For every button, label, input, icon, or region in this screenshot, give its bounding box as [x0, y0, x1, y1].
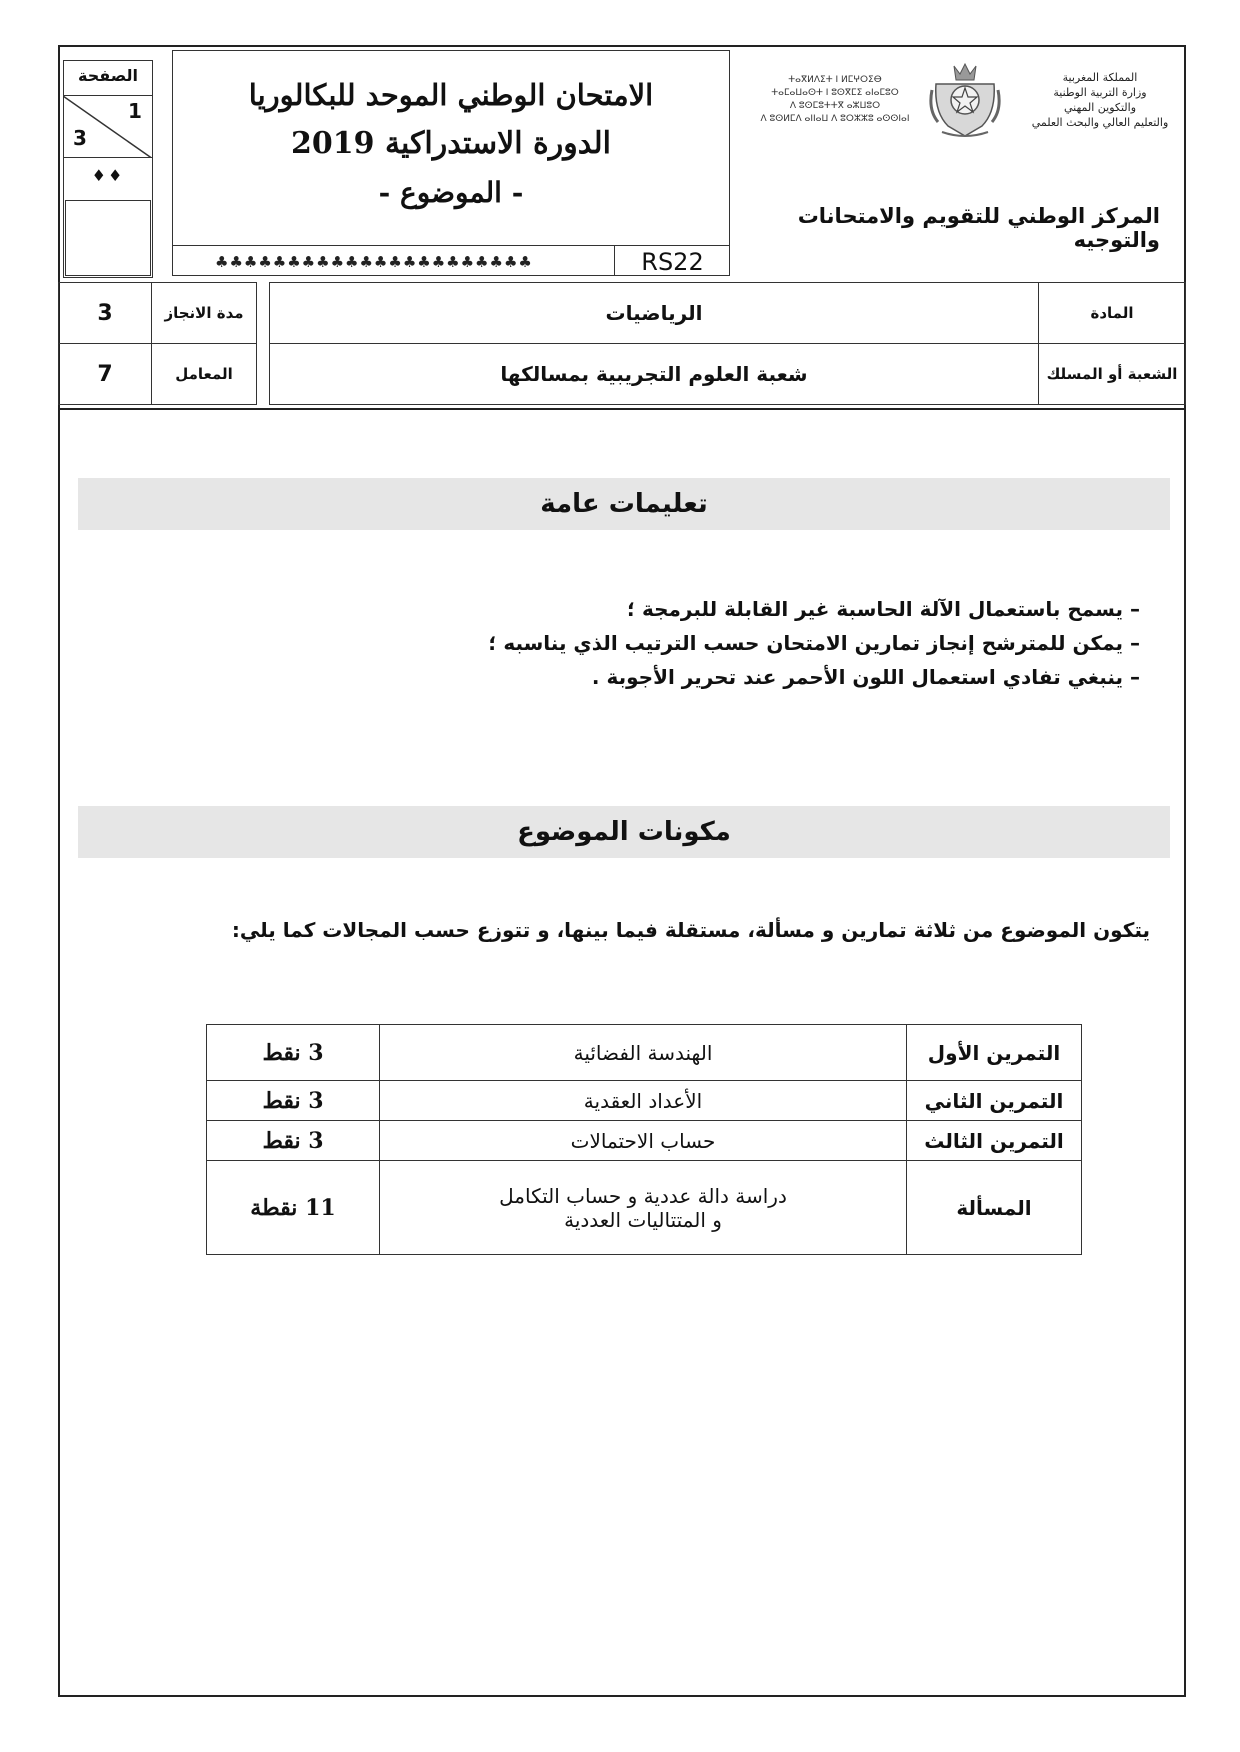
instruction-item: – يسمح باستعمال الآلة الحاسبة غير القابلة للبرمجة ؛ — [627, 597, 1140, 621]
exam-subject-heading: - الموضوع - — [378, 176, 524, 209]
tifinagh-line: ⴷ ⵓⵙⵎⵓⵜⵜⴳ ⴰⵣⵡⵓⵔ — [789, 101, 881, 111]
components-title: مكونات الموضوع — [78, 806, 1170, 858]
table-row — [207, 1161, 1082, 1255]
exercise-name: التمرين الثالث — [907, 1121, 1082, 1161]
ministry-line: وزارة التربية الوطنية — [1053, 86, 1147, 99]
topic-line: دراسة دالة عددية و حساب التكامل — [499, 1183, 787, 1208]
blank-box — [65, 200, 151, 276]
page-label: الصفحة — [77, 66, 138, 85]
coef-label: المعامل — [152, 344, 257, 405]
page-total: 3 — [73, 126, 87, 150]
diamond-mark: ♦♦ — [91, 166, 125, 185]
tifinagh-line: ⵜⴰⵎⴰⵡⴰⵙⵜ ⵏ ⵓⵙⴳⵎⵉ ⴰⵏⴰⵎⵓⵔ — [771, 88, 899, 98]
ministry-arabic — [1030, 70, 1170, 130]
exercise-name: التمرين الثاني — [907, 1081, 1082, 1121]
exercise-points: 3 نقط — [207, 1081, 380, 1121]
topic-line: و المتتاليات العددية — [564, 1207, 722, 1232]
exercise-topic: حساب الاحتمالات — [380, 1121, 907, 1161]
exam-session: الدورة الاستدراكية 2019 — [291, 126, 611, 161]
tifinagh-line: ⵜⴰⴳⵍⴷⵉⵜ ⵏ ⵍⵎⵖⵔⵉⴱ — [788, 75, 882, 85]
branch-value: شعبة العلوم التجريبية بمسالكها — [270, 344, 1039, 405]
ministry-tifinagh — [760, 74, 910, 126]
exercise-name: التمرين الأول — [907, 1025, 1082, 1081]
instruction-item: – ينبغي تفادي استعمال اللون الأحمر عند تحرير الأجوبة . — [591, 665, 1140, 689]
exercise-points: 11 نقطة — [207, 1161, 380, 1255]
ministry-line: والتكوين المهني — [1063, 101, 1137, 114]
ministry-line: المملكة المغربية — [1062, 71, 1138, 84]
info-table — [58, 282, 1186, 405]
ministry-line: والتعليم العالي والبحث العلمي — [1031, 116, 1169, 129]
duration-value: 3 — [59, 283, 152, 344]
general-instructions-title: تعليمات عامة — [78, 478, 1170, 530]
exercise-topic: الهندسة الفضائية — [380, 1025, 907, 1081]
tifinagh-line: ⴷ ⵓⵙⵍⵎⴷ ⴰⵏⵏⴰⵡ ⴷ ⵓⵔⵣⵣⵓ ⴰⵙⵙⵏⴰⵏ — [760, 114, 910, 124]
center-name: المركز الوطني للتقويم والامتحانات والتوجيه — [797, 204, 1160, 252]
table-row — [207, 1121, 1082, 1161]
branch-label: الشعبة أو المسلك — [1039, 344, 1186, 405]
exercise-topic: الأعداد العقدية — [380, 1081, 907, 1121]
subject-value: الرياضيات — [270, 283, 1039, 344]
components-table — [206, 1024, 1082, 1255]
page-current: 1 — [128, 99, 142, 123]
coef-value: 7 — [59, 344, 152, 405]
exercise-topic — [380, 1161, 907, 1255]
spacer-cell — [257, 344, 270, 405]
title-divider — [172, 245, 730, 246]
subject-label: المادة — [1039, 283, 1186, 344]
header-divider — [58, 408, 1186, 410]
components-intro: يتكون الموضوع من ثلاثة تمارين و مسألة، مستقلة فيما بينها، و تتوزع حسب المجالات كما يلي: — [231, 918, 1150, 942]
info-row-branch — [59, 344, 1186, 405]
table-row — [207, 1025, 1082, 1081]
exam-title: الامتحان الوطني الموحد للبكالوريا — [248, 78, 654, 112]
instruction-item: – يمكن للمترشح إنجاز تمارين الامتحان حسب الترتيب الذي يناسبه ؛ — [488, 631, 1140, 655]
exercise-name: المسألة — [907, 1161, 1082, 1255]
info-row-subject — [59, 283, 1186, 344]
exercise-points: 3 نقط — [207, 1121, 380, 1161]
spacer-cell — [257, 283, 270, 344]
coat-of-arms-icon — [928, 60, 1002, 140]
exercise-points: 3 نقط — [207, 1025, 380, 1081]
duration-label: مدة الانجاز — [152, 283, 257, 344]
table-row — [207, 1081, 1082, 1121]
exam-code: RS22 — [641, 248, 704, 276]
stars-decoration: ♣♣♣♣♣♣♣♣♣♣♣♣♣♣♣♣♣♣♣♣♣♣ — [215, 253, 533, 271]
